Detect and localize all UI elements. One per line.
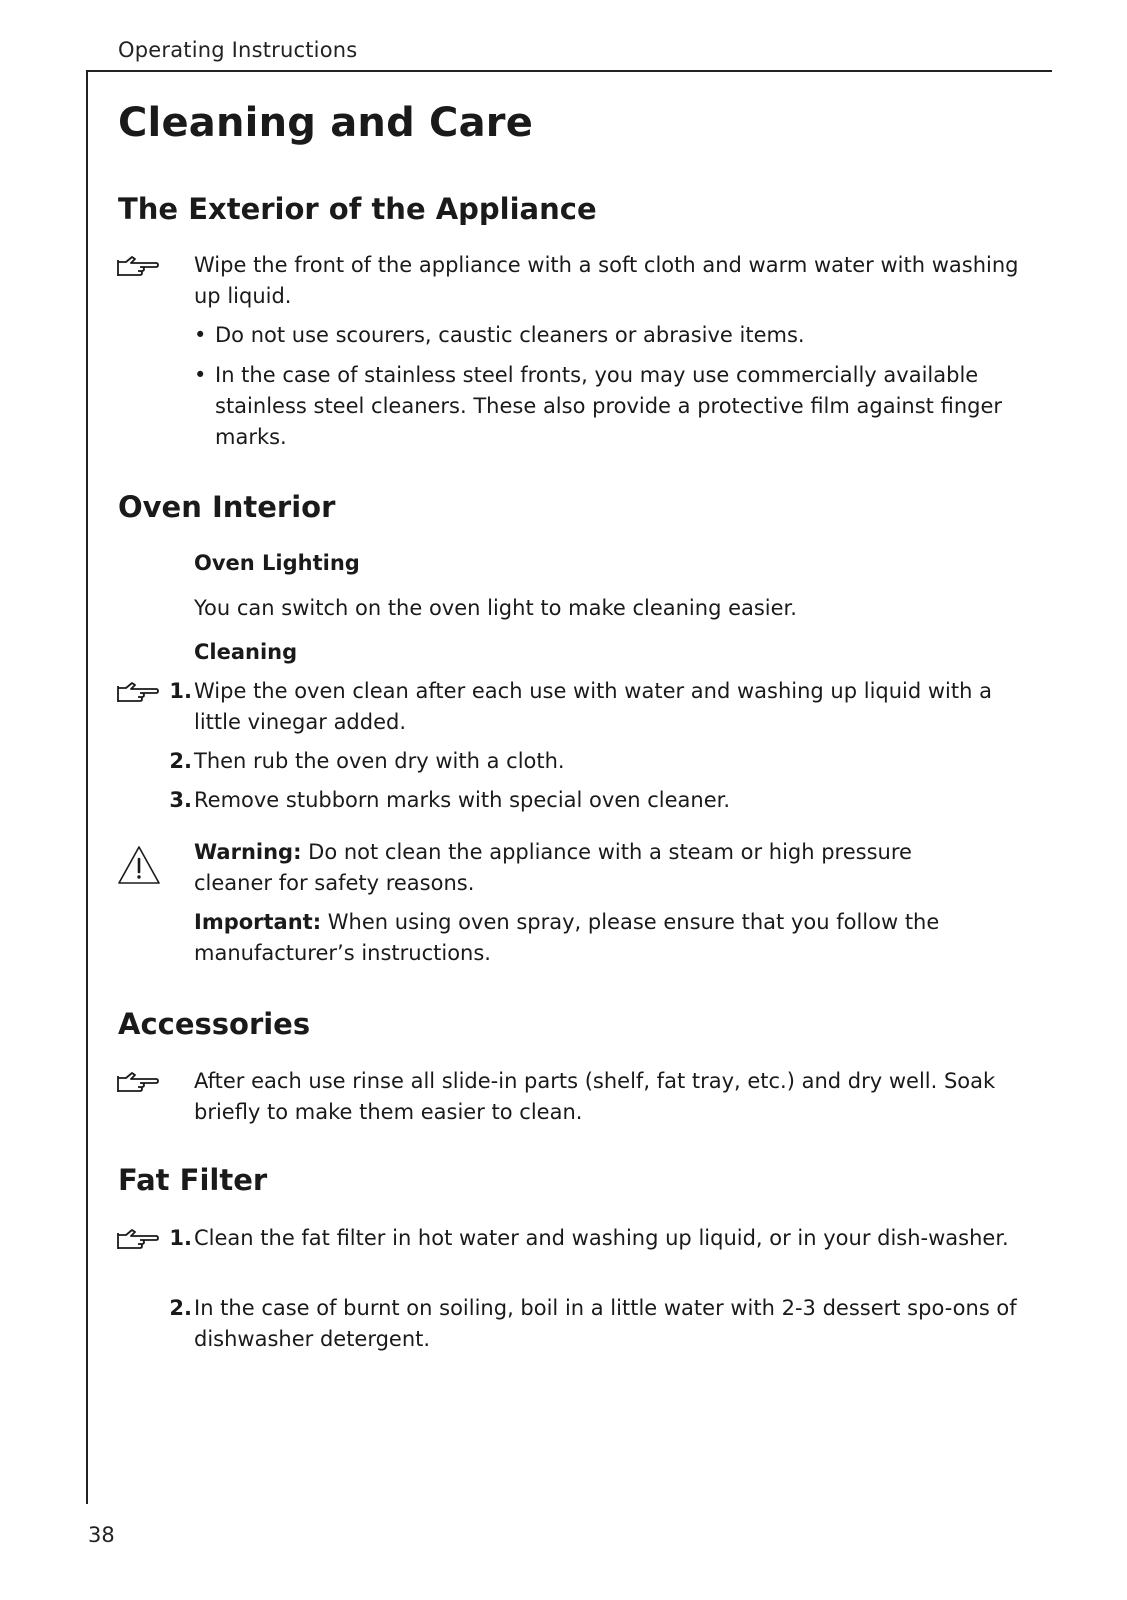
cleaning-step-2: Then rub the oven dry with a cloth. bbox=[194, 749, 565, 773]
pointing-hand-icon bbox=[116, 254, 160, 278]
step-number: 3. bbox=[169, 788, 192, 812]
section-heading-exterior: The Exterior of the Appliance bbox=[118, 192, 597, 226]
accessories-instruction: After each use rinse all slide-in parts (shelf, fat tray, etc.) and dry well. Soak briefly to make them easier to clean. bbox=[194, 1069, 996, 1124]
section-heading-fat-filter: Fat Filter bbox=[118, 1163, 268, 1197]
pointing-hand-icon bbox=[116, 1227, 160, 1251]
step-number: 1. bbox=[169, 1226, 192, 1250]
important-text: When using oven spray, please ensure that you follow the manufacturer’s instructions. bbox=[194, 910, 940, 965]
section-heading-oven-interior: Oven Interior bbox=[118, 490, 336, 524]
exterior-bullet-1: Do not use scourers, caustic cleaners or abrasive items. bbox=[215, 323, 805, 347]
cleaning-step-1: Wipe the oven clean after each use with water and washing up liquid with a little vinegar added. bbox=[194, 679, 992, 734]
page-title: Cleaning and Care bbox=[118, 100, 534, 146]
bullet: • bbox=[194, 363, 207, 387]
warning-text: Do not clean the appliance with a steam or high pressure cleaner for safety reasons. bbox=[194, 840, 912, 895]
section-heading-accessories: Accessories bbox=[118, 1007, 311, 1041]
page-number: 38 bbox=[88, 1523, 115, 1547]
subheading-oven-lighting: Oven Lighting bbox=[194, 551, 360, 575]
bullet: • bbox=[194, 323, 207, 347]
running-header: Operating Instructions bbox=[118, 38, 358, 62]
cleaning-step-3: Remove stubborn marks with special oven cleaner. bbox=[194, 788, 731, 812]
margin-rule bbox=[86, 70, 88, 1504]
warning-triangle-icon bbox=[116, 844, 162, 886]
warning-label: Warning: bbox=[194, 840, 302, 864]
subheading-cleaning: Cleaning bbox=[194, 640, 298, 664]
exterior-bullet-2: In the case of stainless steel fronts, you may use commercially available stainless steel cleaners. These also provide a protective film against finger marks. bbox=[215, 363, 1003, 449]
oven-lighting-text: You can switch on the oven light to make cleaning easier. bbox=[194, 596, 797, 620]
important-label: Important: bbox=[194, 910, 322, 934]
pointing-hand-icon bbox=[116, 1070, 160, 1094]
header-rule bbox=[86, 70, 1052, 72]
fat-filter-step-2: In the case of burnt on soiling, boil in a little water with 2-3 dessert spo-ons of dishwasher detergent. bbox=[194, 1296, 1017, 1351]
step-number: 2. bbox=[169, 1296, 192, 1320]
warning-note bbox=[194, 837, 994, 899]
important-note bbox=[194, 907, 1024, 969]
fat-filter-step-1: Clean the fat filter in hot water and washing up liquid, or in your dish-washer. bbox=[194, 1226, 1009, 1250]
exterior-instruction: Wipe the front of the appliance with a soft cloth and warm water with washing up liquid. bbox=[194, 253, 1019, 308]
step-number: 2. bbox=[169, 749, 192, 773]
step-number: 1. bbox=[169, 679, 192, 703]
pointing-hand-icon bbox=[116, 680, 160, 704]
